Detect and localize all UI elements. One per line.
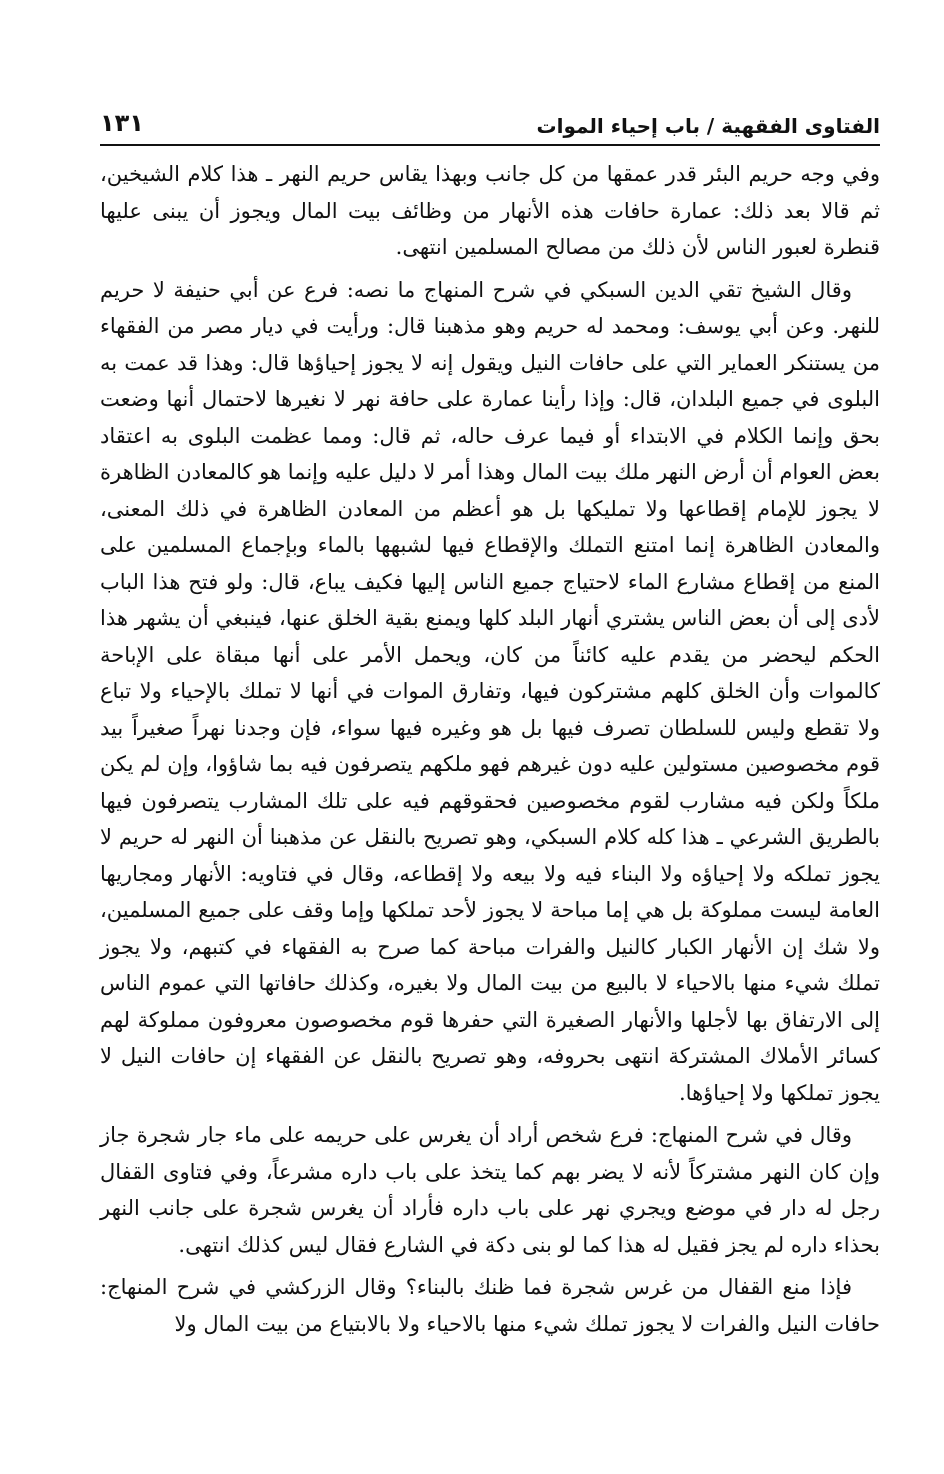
page-number: ١٣١ — [100, 109, 144, 138]
running-title: الفتاوى الفقهية / باب إحياء الموات — [536, 114, 880, 138]
document-page — [100, 100, 880, 1440]
paragraph-3: وقال في شرح المنهاج: فرع شخص أراد أن يغرس على حريمه على ماء جار شجرة جاز وإن كان النهر مشتركاً لأنه لا يضر بهم كما يتخذ على باب داره مشرعاً، وفي فتاوى القفال رجل له دار في موضع ويجري نهر على باب داره فأراد أن يغرس شجرة على جانب النهر بحذاء داره لم يجز فقيل له هذا كما لو بنى دكة في الشارع فقال ليس كذلك انتهى. — [100, 1123, 880, 1257]
page-header — [100, 100, 880, 146]
paragraph-1: وفي وجه حريم البئر قدر عمقها من كل جانب وبهذا يقاس حريم النهر ـ هذا كلام الشيخين، ثم قالا بعد ذلك: عمارة حافات هذه الأنهار من وظائف بيت المال ويجوز أن يبنى عليها قنطرة لعبور الناس لأن ذلك من مصالح المسلمين انتهى. — [100, 162, 880, 259]
paragraph-2: وقال الشيخ تقي الدين السبكي في شرح المنهاج ما نصه: فرع عن أبي حنيفة لا حريم للنهر. وعن أبي يوسف: ومحمد له حريم وهو مذهبنا قال: ورأيت في ديار مصر من الفقهاء من يستنكر العماير التي على حافات النيل ويقول إنه لا يجوز إحياؤها قال: وهذا قد عمت به البلوى في جميع البلدان، قال: وإذا رأينا عمارة على حافة نهر لا نغيرها لاحتمال أنها وضعت بحق وإنما الكلام في الابتداء أو فيما عرف حاله، ثم قال: ومما عظمت البلوى به اعتقاد بعض العوام أن أرض النهر ملك بيت المال وهذا أمر لا دليل عليه وإنما هو كالمعادن الظاهرة لا يجوز للإمام إقطاعها ولا تمليكها بل هو أعظم من المعادن الظاهرة في ذلك المعنى، والمعادن الظاهرة إنما امتنع التملك والإقطاع فيها لشبهها بالماء وبإجماع المسلمين على المنع من إقطاع مشارع الماء لاحتياج جميع الناس إليها فكيف يباع، قال: ولو فتح هذا الباب لأدى إلى أن بعض الناس يشتري أنهار البلد كلها ويمنع بقية الخلق عنها، فينبغي أن يشهر هذا الحكم ليحضر من يقدم عليه كائناً من كان، ويحمل الأمر على أنها مبقاة على الإباحة كالموات وأن الخلق كلهم مشتركون فيها، وتفارق الموات في أنها لا تملك بالإحياء ولا تباع ولا تقطع وليس للسلطان تصرف فيها بل هو وغيره فيها سواء، فإن وجدنا نهراً صغيراً بيد قوم مخصوصين مستولين عليه دون غيرهم فهو ملكهم يتصرفون فيه بما شاؤوا، وإن لم يكن ملكاً ولكن فيه مشارب لقوم مخصوصين فحقوقهم فيه على تلك المشارب يتصرفون فيها بالطريق الشرعي ـ هذا كله كلام السبكي، وهو تصريح بالنقل عن مذهبنا أن النهر له حريم لا يجوز تملكه ولا إحياؤه ولا البناء فيه ولا بيعه ولا إقطاعه، وقال في فتاويه: الأنهار ومجاريها العامة ليست مملوكة بل هي إما مباحة لا يجوز لأحد تملكها وإما وقف على جميع المسلمين، ولا شك إن الأنهار الكبار كالنيل والفرات مباحة كما صرح به الفقهاء في كتبهم، ولا يجوز تملك شيء منها بالاحياء لا بالبيع من بيت المال ولا بغيره، وكذلك حافاتها التي عموم الناس إلى الارتفاق بها لأجلها والأنهار الصغيرة التي حفرها قوم مخصوصون معروفون مملوكة لهم كسائر الأملاك المشتركة انتهى بحروفه، وهو تصريح بالنقل عن الفقهاء إن حافات النيل لا يجوز تملكها ولا إحياؤها. — [100, 277, 880, 1105]
page-body — [100, 156, 880, 1342]
paragraph-4: فإذا منع القفال من غرس شجرة فما ظنك بالبناء؟ وقال الزركشي في شرح المنهاج: حافات النيل والفرات لا يجوز تملك شيء منها بالاحياء ولا بالابتياع من بيت المال ولا — [100, 1275, 880, 1336]
